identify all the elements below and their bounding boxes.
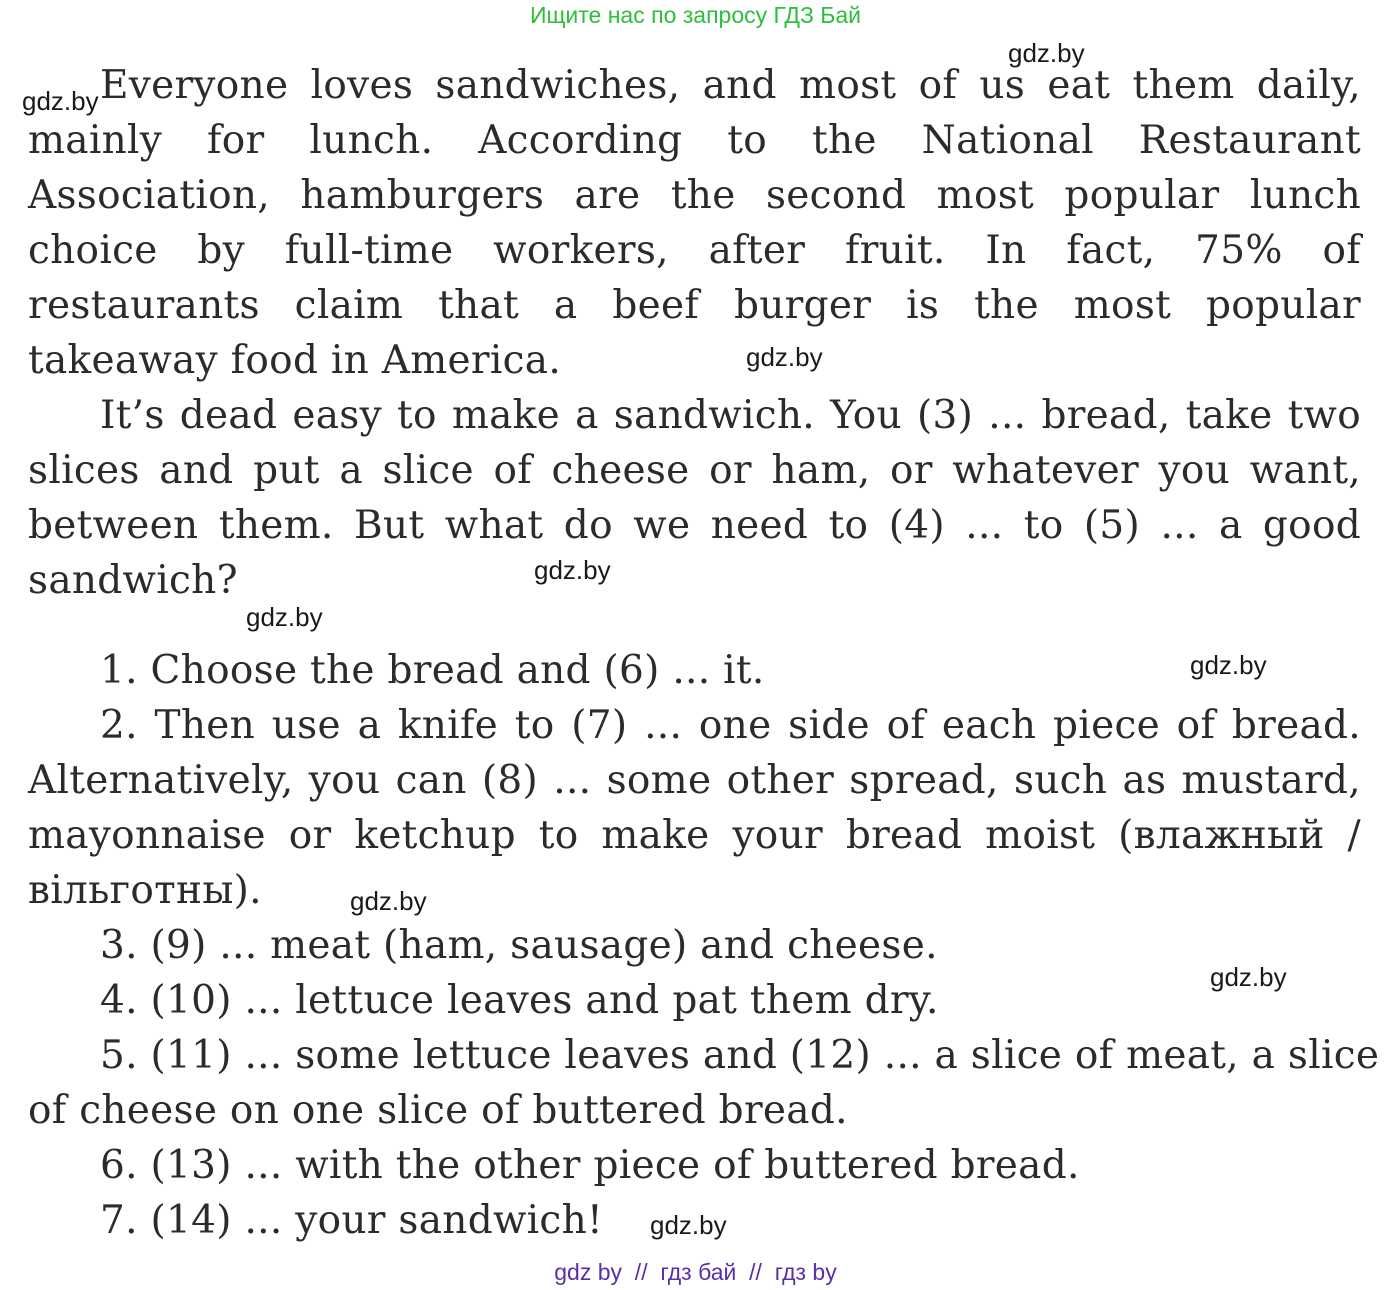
step-line: 3. (9) ... meat (ham, sausage) and cheese. xyxy=(100,923,938,968)
step-line: of cheese on one slice of buttered bread. xyxy=(28,1088,848,1133)
watermark: gdz.by xyxy=(534,555,611,585)
paragraph-line: Association, hamburgers are the second most popular lunch xyxy=(28,173,1361,218)
step-line: 5. (11) ... some lettuce leaves and (12) ... a slice of meat, a slice xyxy=(100,1033,1380,1078)
step-line: Alternatively, you can (8) ... some other spread, such as mustard, xyxy=(28,758,1361,803)
watermark: gdz.by xyxy=(1008,38,1085,68)
step-line: вільготны). xyxy=(28,868,262,913)
paragraph-line: slices and put a slice of cheese or ham, or whatever you want, xyxy=(28,448,1361,493)
paragraph-line: mainly for lunch. According to the National Restaurant xyxy=(28,118,1361,163)
paragraph-line: choice by full-time workers, after fruit. In fact, 75% of xyxy=(28,228,1361,273)
watermark: gdz.by xyxy=(746,342,823,372)
watermark: gdz.by xyxy=(1190,650,1267,680)
paragraph-line: It’s dead easy to make a sandwich. You (3) ... bread, take two xyxy=(100,393,1361,438)
step-line: 4. (10) ... lettuce leaves and pat them dry. xyxy=(100,978,939,1023)
watermark: gdz.by xyxy=(1210,962,1287,992)
step-line: 2. Then use a knife to (7) ... one side of each piece of bread. xyxy=(100,703,1361,748)
watermark: gdz.by xyxy=(22,86,99,116)
paragraph-line: between them. But what do we need to (4) ... to (5) ... a good xyxy=(28,503,1361,548)
paragraph-line: Everyone loves sandwiches, and most of us eat them daily, xyxy=(100,63,1361,108)
step-line: 7. (14) ... your sandwich! xyxy=(100,1198,603,1243)
step-line: mayonnaise or ketchup to make your bread moist (влажный / xyxy=(28,813,1361,858)
step-line: 6. (13) ... with the other piece of buttered bread. xyxy=(100,1143,1080,1188)
footer-links[interactable]: gdz by // гдз бай // гдз by xyxy=(554,1259,837,1285)
header-search-hint[interactable]: Ищите нас по запросу ГДЗ Бай xyxy=(529,2,862,28)
paragraph-line: takeaway food in America. xyxy=(28,338,562,383)
watermark: gdz.by xyxy=(246,602,323,632)
paragraph-line: sandwich? xyxy=(28,558,238,603)
watermark: gdz.by xyxy=(650,1210,727,1240)
paragraph-line: restaurants claim that a beef burger is the most popular xyxy=(28,283,1361,328)
step-line: 1. Choose the bread and (6) ... it. xyxy=(100,648,765,693)
watermark: gdz.by xyxy=(350,886,427,916)
